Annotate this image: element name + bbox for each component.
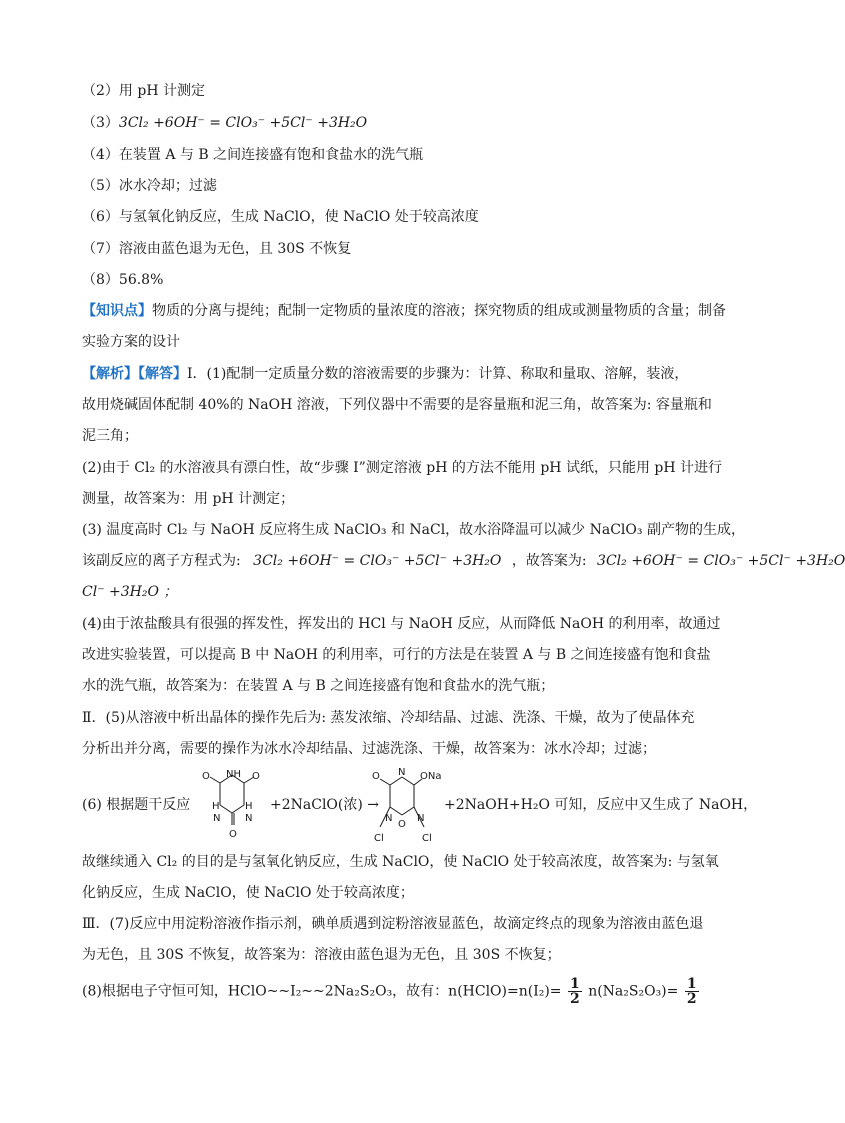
fraction-2: $\frac{1}{2}$ (686, 976, 697, 1007)
atom-o-1: O (202, 771, 210, 782)
dichloroisocyanurate-structure (368, 765, 440, 851)
analysis-p8-line-1 (82, 977, 701, 1006)
answer-4: （4）在装置 A 与 B 之间连接盛有饱和食盐水的洗气瓶 (82, 147, 424, 163)
atom-o-5: O (398, 819, 406, 830)
equation-inline-2: 3Cl₂ +6OH⁻ = ClO₃⁻ +5Cl⁻ +3H₂O (597, 553, 845, 569)
equation-inline-1: 3Cl₂ +6OH⁻ = ClO₃⁻ +5Cl⁻ +3H₂O (253, 553, 502, 569)
analysis-p7-line-2: 为无色，且 30S 不恢复，故答案为：溶液由蓝色退为无色，且 30S 不恢复； (82, 947, 561, 963)
analysis-p1a: Ⅰ．(1)配制一定质量分数的溶液需要的步骤为：计算、称取和量取、溶解，装液， (187, 366, 689, 382)
atom-o-4: O (372, 771, 380, 782)
analysis-p4-line-3: 水的洗气瓶，故答案为：在装置 A 与 B 之间连接盛有饱和食盐水的洗气瓶； (82, 678, 555, 694)
analysis-p8-pre: (8)根据电子守恒可知，HClO~~I₂~~2Na₂S₂O₃，故有：n(HClO)=n(I₂)= (82, 983, 562, 1000)
analysis-p1-line-3: 泥三角； (82, 428, 138, 444)
atom-n-5: N (417, 813, 425, 824)
analysis-p2-line-2: 测量，故答案为：用 pH 计测定； (82, 491, 295, 507)
analysis-p3-line-2 (82, 552, 845, 570)
analysis-p6-mid: +2NaClO(浓) → (270, 797, 380, 813)
atom-n-4: N (385, 813, 393, 824)
atom-cl-1: Cl (374, 833, 384, 844)
answer-7: （7）溶液由蓝色退为无色，且 30S 不恢复 (82, 241, 352, 257)
analysis-tag: 【解析】【解答】 (82, 366, 187, 382)
analysis-p1-line-2: 故用烧碱固体配制 40%的 NaOH 溶液，下列仪器中不需要的是容量瓶和泥三角，故答案为: 容量瓶和 (82, 397, 712, 413)
atom-n-3: N (398, 767, 406, 778)
atom-nh: NH (226, 769, 241, 780)
atom-ona: ONa (420, 771, 442, 782)
analysis-p2-line-1: (2)由于 Cl₂ 的水溶液具有漂白性，故“步骤 I”测定溶液 pH 的方法不能用 pH 试纸，只能用 pH 计进行 (82, 460, 723, 476)
knowledge-line-2: 实验方案的设计 (82, 334, 180, 350)
analysis-p4-line-1: (4)由于浓盐酸具有很强的挥发性，挥发出的 HCl 与 NaOH 反应，从而降低 NaOH 的利用率，故通过 (82, 616, 721, 632)
atom-cl-2: Cl (422, 833, 432, 844)
knowledge-tag: 【知识点】 (82, 303, 152, 319)
answer-2: （2）用 pH 计测定 (82, 83, 205, 99)
analysis-p3-mid: ，故答案为: (511, 553, 587, 569)
atom-h-1: H (212, 801, 220, 812)
atom-o-3: O (229, 829, 237, 840)
analysis-p4-line-2: 改进实验装置，可以提高 B 中 NaOH 的利用率，可行的方法是在装置 A 与 B 之间连接盛有饱和食盐 (82, 647, 711, 663)
atom-h-2: H (245, 801, 253, 812)
answer-6: （6）与氢氧化钠反应，生成 NaClO，使 NaClO 处于较高浓度 (82, 209, 479, 225)
analysis-p5-line-1: Ⅱ．(5)从溶液中析出晶体的操作先后为: 蒸发浓缩、冷却结晶、过滤、洗涤、干燥，故为了使晶体充 (82, 710, 695, 726)
fraction-1: $\frac{1}{2}$ (570, 976, 580, 1007)
equation: 3Cl₂ +6OH⁻ = ClO₃⁻ +5Cl⁻ +3H₂O (118, 115, 368, 131)
atom-n-2: N (245, 813, 253, 824)
atom-n-1: N (213, 813, 221, 824)
atom-o-2: O (252, 771, 260, 782)
answer-3 (82, 114, 367, 132)
analysis-p1-line-1 (82, 365, 688, 383)
analysis-p3-pre: 该副反应的离子方程式为: (82, 553, 241, 569)
analysis-p6-line-3: 化钠反应，生成 NaClO，使 NaClO 处于较高浓度； (82, 885, 414, 901)
knowledge-line-1 (82, 302, 726, 320)
answer-3-label: （3） (82, 115, 119, 131)
analysis-p3-line-3: Cl⁻ +3H₂O ； (82, 584, 178, 600)
analysis-p6-line-2: 故继续通入 Cl₂ 的目的是与氢氧化钠反应，生成 NaClO，使 NaClO 处于较高浓度，故答案为: 与氢氧 (82, 854, 719, 870)
analysis-p6-post: +2NaOH+H₂O 可知，反应中又生成了 NaOH， (444, 797, 758, 813)
cyanuric-acid-structure (196, 765, 266, 845)
analysis-p6-pre: (6) 根据题干反应 (82, 797, 191, 813)
answer-8: （8）56.8% (82, 272, 164, 288)
analysis-p8-mid: n(Na₂S₂O₃)= (588, 983, 679, 1000)
analysis-p3-line-1: (3) 温度高时 Cl₂ 与 NaOH 反应将生成 NaClO₃ 和 NaCl，故水浴降温可以减少 NaClO₃ 副产物的生成， (82, 522, 745, 538)
answer-5: （5）冰水冷却；过滤 (82, 178, 217, 194)
analysis-p7-line-1: Ⅲ．(7)反应中用淀粉溶液作指示剂，碘单质遇到淀粉溶液显蓝色，故滴定终点的现象为溶液由蓝色退 (82, 916, 704, 932)
knowledge-text: 物质的分离与提纯；配制一定物质的量浓度的溶液；探究物质的组成或测量物质的含量；制备 (152, 303, 726, 319)
analysis-p5-line-2: 分析出并分离，需要的操作为冰水冷却结晶、过滤洗涤、干燥，故答案为：冰水冷却；过滤； (82, 741, 656, 757)
